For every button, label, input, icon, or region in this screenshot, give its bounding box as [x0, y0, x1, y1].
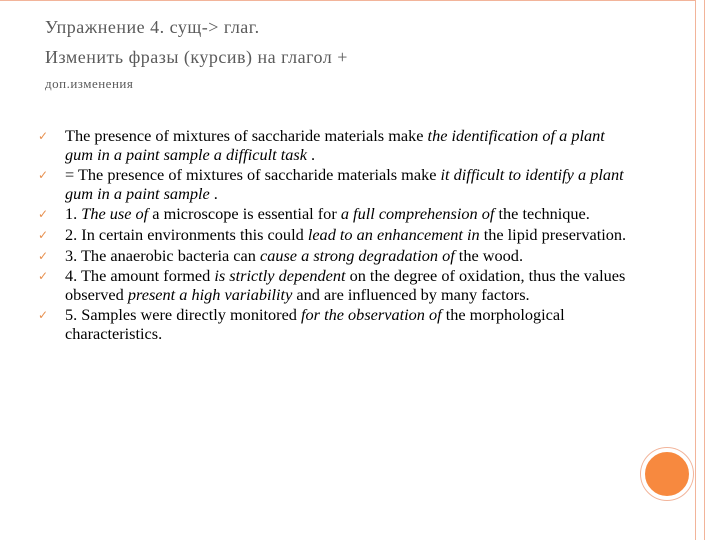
list-item [38, 247, 628, 266]
item-italic: present a high variability [127, 284, 293, 304]
item-text: . [209, 183, 218, 203]
checkmark-bullet-icon: ✓ [38, 269, 49, 284]
item-text: 4. The amount formed [65, 266, 215, 286]
item-text: on the degree of oxidation, thus the values observed [65, 266, 626, 304]
item-italic: the identification of a plant gum in a paint sample a difficult task [65, 126, 605, 164]
item-text: The presence of mixtures of saccharide materials make [65, 126, 428, 145]
slide-title [45, 12, 645, 96]
checkmark-bullet-icon: ✓ [38, 308, 49, 323]
checkmark-bullet-icon: ✓ [38, 168, 49, 183]
bullet-list [38, 127, 628, 346]
title-line-3: доп.изменения [45, 76, 134, 91]
checkmark-bullet-icon: ✓ [38, 129, 49, 143]
item-text: the morphological characteristics. [65, 305, 565, 343]
item-italic: lead to an enhancement in [307, 224, 480, 244]
item-text: 2. In certain environments this could [65, 224, 308, 244]
item-text: the technique. [494, 204, 590, 224]
item-text: and are influenced by many factors. [292, 284, 530, 304]
checkmark-bullet-icon: ✓ [38, 227, 49, 242]
list-item [38, 306, 628, 343]
list-item [38, 226, 628, 245]
decorative-circle [641, 448, 693, 500]
right-border-band [695, 0, 705, 540]
checkmark-bullet-icon: ✓ [38, 207, 49, 222]
checkmark-bullet-icon: ✓ [38, 248, 49, 263]
item-italic: The use of [81, 204, 149, 224]
title-line-1: Упражнение 4. сущ-> глаг. [45, 17, 260, 37]
item-text: . [306, 144, 316, 164]
item-italic: it difficult to identify a plant gum in a paint sample [65, 165, 624, 203]
item-italic: cause a strong degradation of [259, 245, 455, 265]
title-line-2: Изменить фразы (курсив) на глагол + [45, 47, 348, 67]
item-text: = The presence of mixtures of saccharide materials make [65, 165, 441, 185]
item-text: a microscope is essential for [148, 204, 341, 224]
item-italic: for the observation of [301, 305, 442, 325]
item-text: 3. The anaerobic bacteria can [65, 245, 260, 265]
item-text: the lipid preservation. [479, 224, 627, 244]
item-text: 1. [65, 204, 82, 224]
list-item [38, 166, 628, 203]
list-item [38, 205, 628, 224]
item-italic: is strictly dependent [214, 266, 346, 286]
item-italic: a full comprehension of [340, 204, 495, 224]
item-text: the wood. [454, 245, 524, 265]
item-text: 5. Samples were directly monitored [65, 305, 302, 325]
list-item [38, 127, 628, 164]
top-border-line [0, 0, 696, 1]
list-item [38, 267, 628, 304]
